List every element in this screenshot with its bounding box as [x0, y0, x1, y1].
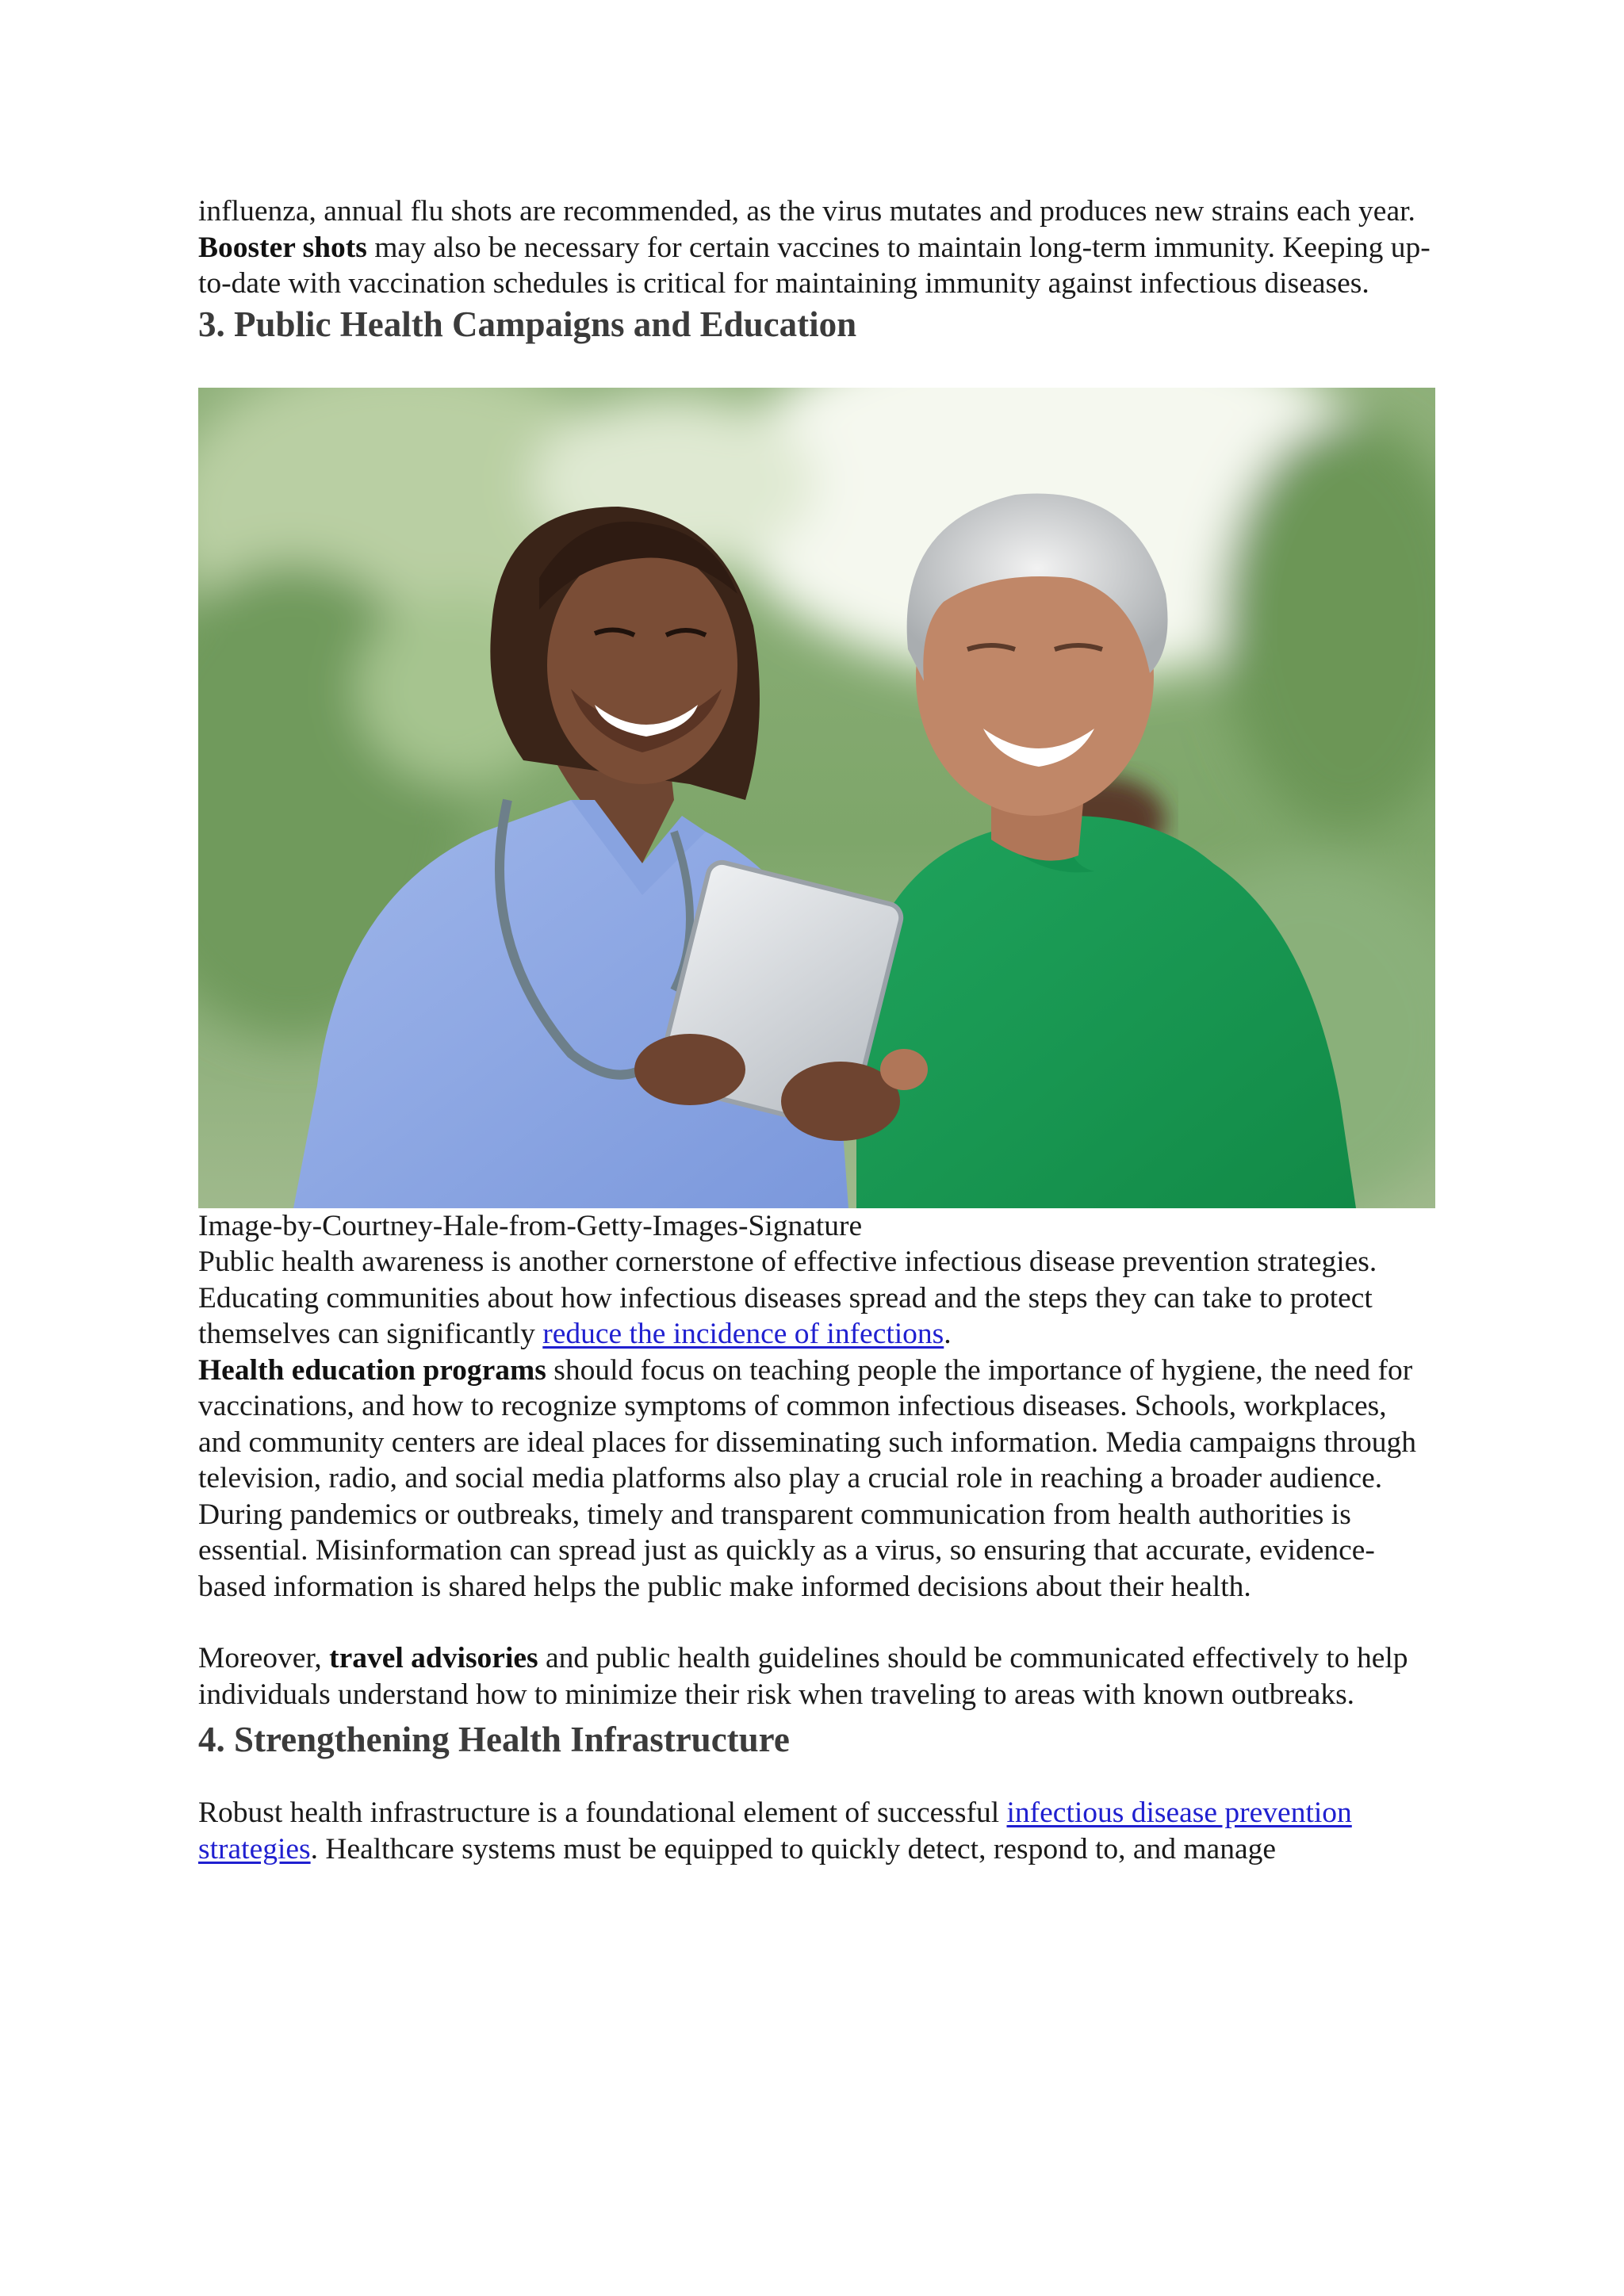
section-3-paragraph-4-start: Moreover,: [198, 1642, 330, 1674]
section-4-paragraph-1-text: Robust health infrastructure is a foundational element of successful: [198, 1797, 1007, 1829]
booster-bold: Booster shots: [198, 231, 367, 264]
intro-paragraph: influenza, annual flu shots are recommended, as the virus mutates and produces new strains each year.: [198, 195, 1415, 228]
section-4-heading: 4. Strengthening Health Infrastructure: [198, 1720, 790, 1759]
booster-text: may also be necessary for certain vaccines to maintain long-term immunity. Keeping up-to-date with vaccination schedules is critical for maintaining immunity against infectious diseases.: [198, 231, 1431, 300]
section-3-paragraph-2: [198, 1353, 1435, 1497]
section-3-paragraph-2-text: should focus on teaching people the importance of hygiene, the need for vaccinations, and how to recognize symptoms of common infectious diseases. Schools, workplaces, and community centers are ideal places for disseminating such information. Media campaigns through television, radio, and social media platforms also play a crucial role in reaching a broader audience.: [198, 1353, 1417, 1494]
section-3-heading: 3. Public Health Campaigns and Education: [198, 304, 857, 344]
section-3-paragraph-4: [198, 1640, 1435, 1712]
section-3-paragraph-3: During pandemics or outbreaks, timely and transparent communication from health authorities is essential. Misinformation can spread just as quickly as a virus, so ensuring that accurate, evidence-based information is shared helps the public make informed decisions about their health.: [198, 1498, 1375, 1603]
section-3-paragraph-1-end: .: [944, 1318, 952, 1350]
article-photo: [198, 388, 1435, 1208]
booster-paragraph: [198, 230, 1435, 302]
section-4-paragraph-1: [198, 1795, 1435, 1867]
spacer: [198, 1762, 1435, 1795]
spacer: [198, 1605, 1435, 1640]
health-education-bold: Health education programs: [198, 1353, 546, 1387]
section-4-paragraph-1-rest: . Healthcare systems must be equipped to quickly detect, respond to, and manage: [310, 1832, 1276, 1866]
section-3-paragraph-1-text: Public health awareness is another cornerstone of effective infectious disease prevention strategies. Educating communities about how infectious diseases spread and the steps they can take to protect themselves can significantly: [198, 1246, 1377, 1350]
travel-advisories-bold: travel advisories: [329, 1642, 538, 1674]
link-reduce-incidence[interactable]: reduce the incidence of infections: [542, 1318, 944, 1350]
image-caption: Image-by-Courtney-Hale-from-Getty-Images-Signature: [198, 1209, 863, 1242]
section-3-paragraph-4-text: and public health guidelines should be communicated effectively to help individuals understand how to minimize their risk when traveling to areas with known outbreaks.: [198, 1642, 1408, 1711]
link-prevention-strategies[interactable]: infectious disease prevention strategies: [198, 1797, 1352, 1866]
article-body: [198, 193, 1435, 1867]
section-3-paragraph-1: [198, 1244, 1435, 1353]
